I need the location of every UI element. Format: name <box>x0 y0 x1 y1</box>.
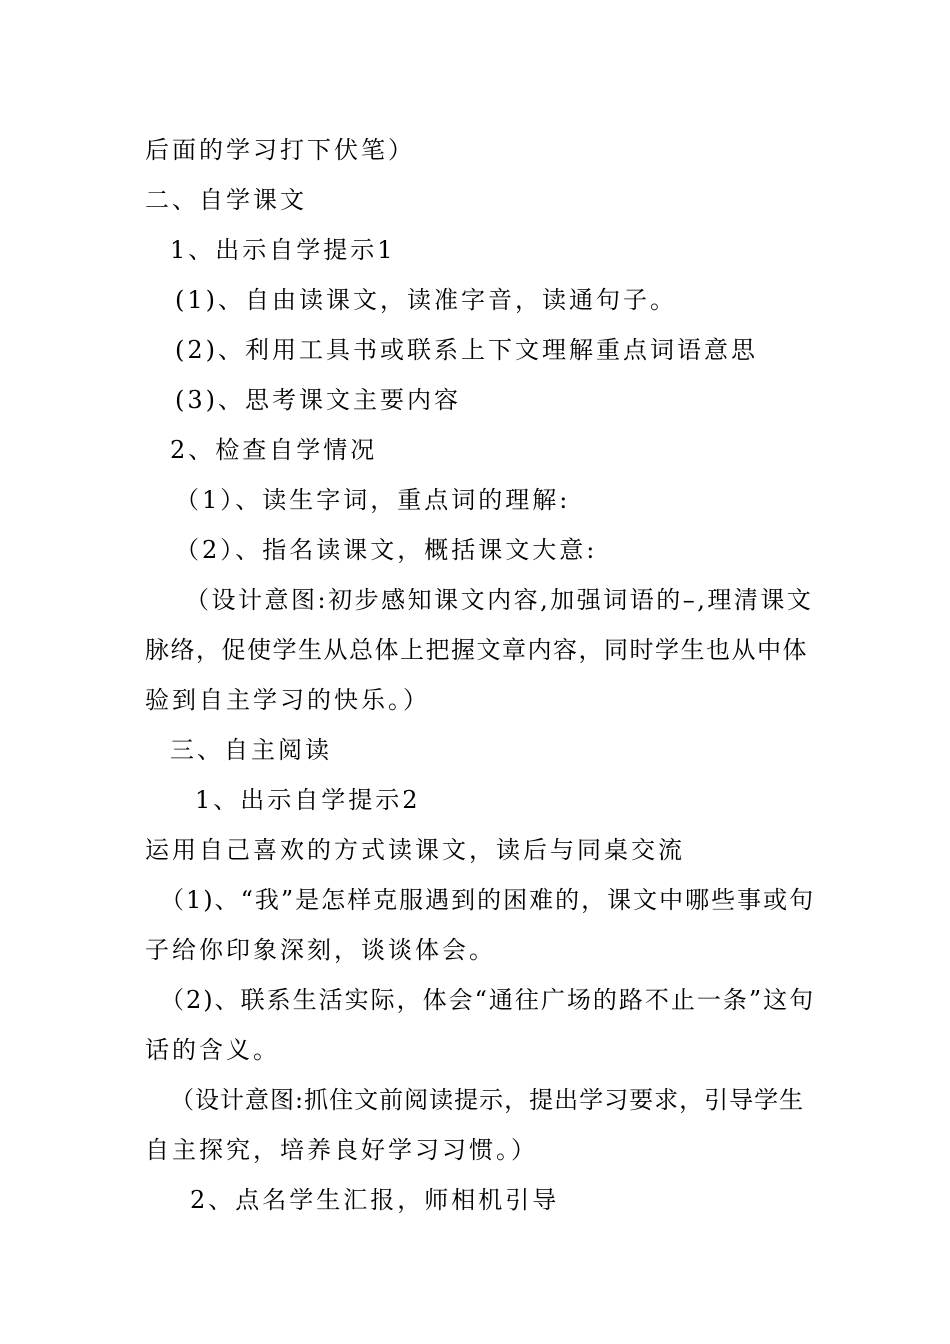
text-line: 验到自主学习的快乐。） <box>145 686 430 714</box>
text-line: 1、出示自学提示2 <box>195 786 421 814</box>
text-line: 运用自己喜欢的方式读课文，读后与同桌交流 <box>145 836 685 864</box>
text-line: （1）、读生字词，重点词的理解: <box>175 486 571 514</box>
text-line: （1)、“我”是怎样克服遇到的困难的，课文中哪些事或句 <box>160 886 816 914</box>
text-line: 脉络，促使学生从总体上把握文章内容，同时学生也从中体 <box>145 636 808 664</box>
text-line: （设计意图:抓住文前阅读提示，提出学习要求，引导学生 <box>170 1086 805 1114</box>
text-line: (2)、利用工具书或联系上下文理解重点词语意思 <box>175 336 758 364</box>
text-line: 自主探究，培养良好学习习惯。） <box>145 1136 538 1164</box>
section-heading: 三、自主阅读 <box>170 736 332 764</box>
text-line: (1)、自由读课文，读准字音，读通句子。 <box>175 286 677 314</box>
text-line: 2、点名学生汇报，师相机引导 <box>190 1186 560 1214</box>
text-line: （设计意图:初步感知课文内容,加强词语的–,理清课文 <box>185 586 814 614</box>
text-line: （2）、指名读课文，概括课文大意: <box>175 536 598 564</box>
text-line: 后面的学习打下伏笔） <box>145 136 415 164</box>
text-line: (3)、思考课文主要内容 <box>175 386 461 414</box>
text-line: 话的含义。 <box>145 1036 280 1064</box>
text-line: 1、出示自学提示1 <box>170 236 396 264</box>
text-line: 2、检查自学情况 <box>170 436 378 464</box>
section-heading: 二、自学课文 <box>145 186 307 214</box>
text-line: 子给你印象深刻，谈谈体会。 <box>145 936 496 964</box>
text-line: （2)、联系生活实际，体会“通往广场的路不止一条”这句 <box>160 986 816 1014</box>
